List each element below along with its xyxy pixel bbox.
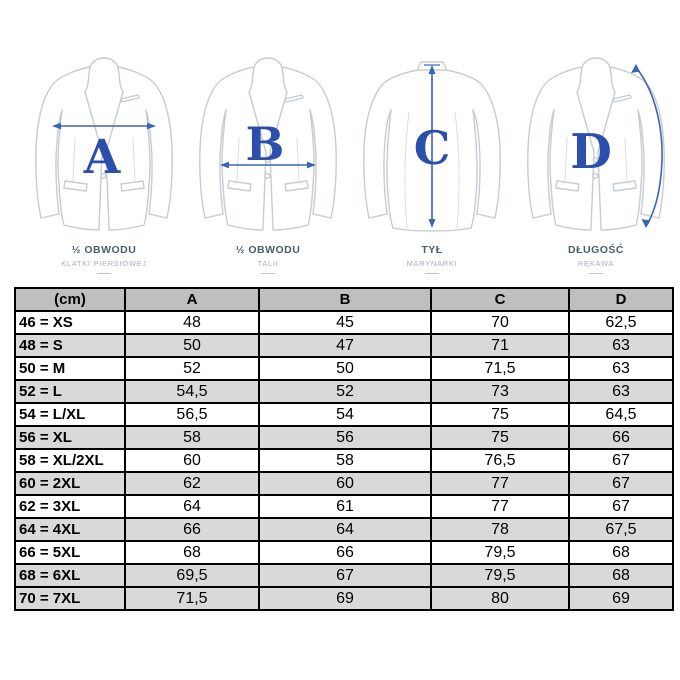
size-label-cell: 52 = L [15, 380, 125, 403]
measure-letter-d: D [570, 124, 612, 180]
measure-letter-c: C [413, 121, 451, 175]
value-d-cell: 67 [569, 449, 673, 472]
measure-figure-waist [186, 52, 350, 274]
size-row [15, 495, 673, 518]
caption-title: ½ OBWODU [71, 244, 137, 256]
value-c-cell: 77 [431, 472, 569, 495]
value-c-cell: 76,5 [431, 449, 569, 472]
value-a-cell: 69,5 [125, 564, 259, 587]
value-d-cell: 63 [569, 334, 673, 357]
value-a-cell: 52 [125, 357, 259, 380]
value-b-cell: 58 [259, 449, 431, 472]
value-c-cell: 70 [431, 311, 569, 334]
size-label-cell: 54 = L/XL [15, 403, 125, 426]
size-row [15, 311, 673, 334]
measure-figure-chest [22, 52, 186, 274]
sleeve-length-arrow-icon [570, 64, 662, 228]
size-row [15, 357, 673, 380]
size-row [15, 541, 673, 564]
measurement-figures-row [22, 52, 678, 274]
size-label-cell: 46 = XS [15, 311, 125, 334]
jacket-front-illustration [29, 52, 179, 238]
value-a-cell: 64 [125, 495, 259, 518]
value-d-cell: 68 [569, 541, 673, 564]
value-b-cell: 64 [259, 518, 431, 541]
value-c-cell: 77 [431, 495, 569, 518]
caption-subtitle: MARYNARKI [406, 259, 458, 268]
value-c-cell: 75 [431, 426, 569, 449]
value-c-cell: 71 [431, 334, 569, 357]
back-length-arrow-icon [414, 65, 451, 228]
value-a-cell: 58 [125, 426, 259, 449]
caption-sleeve [568, 244, 624, 274]
value-b-cell: 69 [259, 587, 431, 610]
value-c-cell: 71,5 [431, 357, 569, 380]
caption-waist [236, 244, 301, 274]
caption-subtitle: RĘKAWA [577, 259, 615, 268]
value-d-cell: 63 [569, 357, 673, 380]
value-a-cell: 48 [125, 311, 259, 334]
size-row [15, 449, 673, 472]
value-a-cell: 66 [125, 518, 259, 541]
value-c-cell: 78 [431, 518, 569, 541]
value-a-cell: 62 [125, 472, 259, 495]
size-row [15, 564, 673, 587]
column-header-d: D [569, 288, 673, 311]
value-a-cell: 54,5 [125, 380, 259, 403]
jacket-front-illustration [521, 52, 671, 238]
value-a-cell: 50 [125, 334, 259, 357]
measure-figure-back-length [350, 52, 514, 274]
size-chart-table [14, 287, 674, 611]
value-b-cell: 60 [259, 472, 431, 495]
value-d-cell: 67 [569, 472, 673, 495]
caption-title: TYŁ [421, 244, 443, 256]
value-b-cell: 45 [259, 311, 431, 334]
value-a-cell: 71,5 [125, 587, 259, 610]
size-row [15, 380, 673, 403]
size-chart-header-row [15, 288, 673, 311]
value-b-cell: 56 [259, 426, 431, 449]
value-d-cell: 63 [569, 380, 673, 403]
column-header-a: A [125, 288, 259, 311]
value-d-cell: 67,5 [569, 518, 673, 541]
jacket-back-illustration [357, 52, 507, 238]
size-label-cell: 48 = S [15, 334, 125, 357]
value-d-cell: 67 [569, 495, 673, 518]
column-header-c: C [431, 288, 569, 311]
caption-chest [61, 244, 147, 274]
value-b-cell: 67 [259, 564, 431, 587]
measure-figure-sleeve [514, 52, 678, 274]
size-row [15, 472, 673, 495]
value-b-cell: 61 [259, 495, 431, 518]
size-label-cell: 50 = M [15, 357, 125, 380]
size-row [15, 426, 673, 449]
column-header-b: B [259, 288, 431, 311]
value-d-cell: 62,5 [569, 311, 673, 334]
value-c-cell: 80 [431, 587, 569, 610]
value-b-cell: 50 [259, 357, 431, 380]
size-label-cell: 70 = 7XL [15, 587, 125, 610]
value-c-cell: 75 [431, 403, 569, 426]
value-b-cell: 54 [259, 403, 431, 426]
size-row [15, 518, 673, 541]
caption-back-length [407, 244, 458, 274]
value-a-cell: 60 [125, 449, 259, 472]
unit-header-cell: (cm) [15, 288, 125, 311]
caption-subtitle: TALII [257, 259, 279, 268]
size-row [15, 587, 673, 610]
value-b-cell: 66 [259, 541, 431, 564]
size-row [15, 403, 673, 426]
caption-subtitle: KLATKI PIERSIOWEJ [61, 259, 147, 268]
value-c-cell: 79,5 [431, 564, 569, 587]
value-d-cell: 69 [569, 587, 673, 610]
size-label-cell: 64 = 4XL [15, 518, 125, 541]
caption-divider [97, 273, 111, 274]
size-label-cell: 58 = XL/2XL [15, 449, 125, 472]
value-b-cell: 52 [259, 380, 431, 403]
value-a-cell: 56,5 [125, 403, 259, 426]
value-c-cell: 73 [431, 380, 569, 403]
chest-width-arrow-icon [52, 123, 156, 185]
size-label-cell: 62 = 3XL [15, 495, 125, 518]
size-label-cell: 56 = XL [15, 426, 125, 449]
size-label-cell: 60 = 2XL [15, 472, 125, 495]
size-label-cell: 66 = 5XL [15, 541, 125, 564]
waist-width-arrow-icon [220, 117, 316, 171]
caption-divider [425, 273, 439, 274]
value-a-cell: 68 [125, 541, 259, 564]
caption-divider [589, 273, 603, 274]
size-row [15, 334, 673, 357]
value-b-cell: 47 [259, 334, 431, 357]
measure-letter-a: A [83, 130, 121, 185]
value-d-cell: 66 [569, 426, 673, 449]
caption-title: ½ OBWODU [235, 244, 301, 256]
value-d-cell: 68 [569, 564, 673, 587]
caption-title: DŁUGOŚĆ [568, 244, 624, 256]
size-label-cell: 68 = 6XL [15, 564, 125, 587]
caption-divider [261, 273, 275, 274]
jacket-front-illustration [193, 52, 343, 238]
value-d-cell: 64,5 [569, 403, 673, 426]
measure-letter-b: B [245, 117, 285, 171]
value-c-cell: 79,5 [431, 541, 569, 564]
